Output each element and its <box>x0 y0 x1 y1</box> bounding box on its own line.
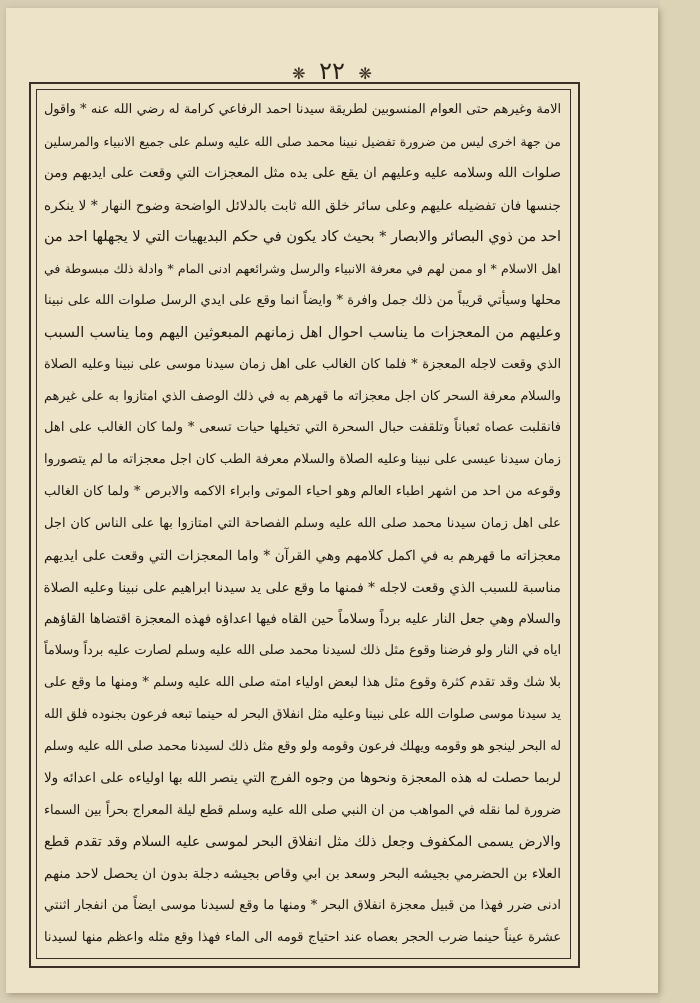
text-line: فانقلبت عصاه ثعباناً وتلقفت حبال السحرة التي تخيلها حيات تسعى * ولما كان الغالب على اهل <box>44 420 561 436</box>
text-line: الامة وغيرهم حتى العوام المنسوبين لطريقة سيدنا احمد الرفاعي كرامة له رضي الله عنه * واقول <box>44 102 561 117</box>
text-line: لربما حصلت له هذه المعجزة ونحوها من وجوه الفرج التي ينصر الله بها اولياءه على اعدائه ولا <box>44 770 561 786</box>
text-line: له البحر لينجو هو وقومه ويهلك فرعون وقومه ولو وقع مثل ذلك لسيدنا محمد صلى الله عليه وسلم <box>44 738 561 754</box>
text-block <box>44 95 561 953</box>
text-line: جنسها فان تفضيله عليهم وعلى سائر خلق الله ثابت بالدلائل الواضحة وضوح النهار * لا ينكره <box>44 197 561 214</box>
ornament-left: ❋ <box>358 64 372 83</box>
text-line: محلها وسيأتي قريباً من ذلك جمل وافرة * وايضاً انما وقع على ايدي الرسل صلوات الله على نبينا <box>44 293 561 309</box>
text-line: العلاء بن الحضرمي بجيشه البحر وسعد بن ابي وقاص بجيشه دجلة بدون ان يحصل لاحد منهم <box>44 866 561 883</box>
text-line: الذي وقعت لاجله المعجزة * فلما كان الغالب على اهل زمان سيدنا موسى على نبينا وعليه الصلاة <box>44 356 561 372</box>
text-line: وعليهم من المعجزات ما يناسب احوال اهل زمانهم المبعوثين اليهم وما يناسب السبب <box>44 323 561 341</box>
text-line: عشرة عيناً حينما ضرب الحجر بعصاه عند احتياج قومه الى الماء فهذا وقع مثله واعظم منها لسيدنا <box>44 929 561 945</box>
text-line: اياه في النار ولو فرضنا وقوع مثل ذلك لسيدنا محمد صلى الله عليه وسلم لصارت عليه برداً وسلاماً <box>44 643 561 659</box>
text-line: والسلام وهي جعل النار عليه برداً وسلاماً حين القاه فيها اعداؤه فهذه المعجزة اقتضاها القاؤهم <box>44 611 561 627</box>
text-line: صلوات الله وسلامه عليه وعليهم ان يقع على يده مثل المعجزات التي وقعت على ايديهم ومن <box>44 165 561 181</box>
text-line: والارض يسمى المكفوف وجعل ذلك مثل انفلاق البحر لموسى عليه السلام وقد تقدم قطع <box>44 834 561 851</box>
text-line: معجزاته ما قهرهم به في اكمل كلامهم وهي القرآن * واما المعجزات التي وقعت على ايديهم <box>44 547 561 564</box>
text-line: ادنى ضرر فهذا من قبيل معجزة انفلاق البحر * ومنها ما وقع لسيدنا موسى ايضاً من انفجار اثنتي <box>44 898 561 914</box>
text-line: من جهة اخرى ليس من ضرورة تفضيل نبينا محمد صلى الله عليه وسلم على جميع الانبياء والمرسلين <box>44 133 561 149</box>
text-line: مناسبة للسبب الذي وقعت لاجله * فمنها ما وقع على يد سيدنا ابراهيم على نبينا وعليه الصلاة <box>44 579 561 596</box>
text-line: ضرورة لما نقله في المواهب من ان النبي صلى الله عليه وسلم قطع ليلة المعراج بحراً بين السماء <box>44 802 561 818</box>
text-line: يد سيدنا موسى صلوات الله على نبينا وعليه مثل انفلاق البحر له حينما تبعه فرعون بجنوده فلق الله <box>44 707 561 723</box>
ornament-right: ❋ <box>292 64 306 83</box>
text-line: اهل الاسلام * او ممن لهم في معرفة الانبياء والرسل وشرائعهم ادنى المام * وادلة ذلك مبسوطة في <box>44 261 561 277</box>
text-line: وقوعه من احد من اشهر اطباء العالم وهو احياء الموتى وابراء الاكمه والابرص * ولما كان الغالب <box>44 484 561 500</box>
page-number: ٢٢ <box>319 57 345 85</box>
text-line: احد من ذوي البصائر والابصار * بحيث كاد يكون في حكم البديهيات التي لا يجهلها احد من <box>44 229 561 246</box>
next-page-edge <box>660 0 700 1003</box>
text-line: بلا شك وقد تقدم كثرة وقوع مثل هذا لبعض اولياء امته صلى الله عليه وسلم * ومنها ما وقع على <box>44 675 561 691</box>
text-line: زمان سيدنا عيسى على نبينا وعليه الصلاة والسلام معرفة الطب كان اجل معجزاته ما لم يتصوروا <box>44 452 561 468</box>
text-line: والسلام معرفة السحر كان اجل معجزاته ما قهرهم به في ذلك الوصف الذي امتازوا به على غيرهم <box>44 388 561 404</box>
text-line: على اهل زمان سيدنا محمد صلى الله عليه وسلم الفصاحة التي امتازوا بها على الناس كان اجل <box>44 515 561 531</box>
